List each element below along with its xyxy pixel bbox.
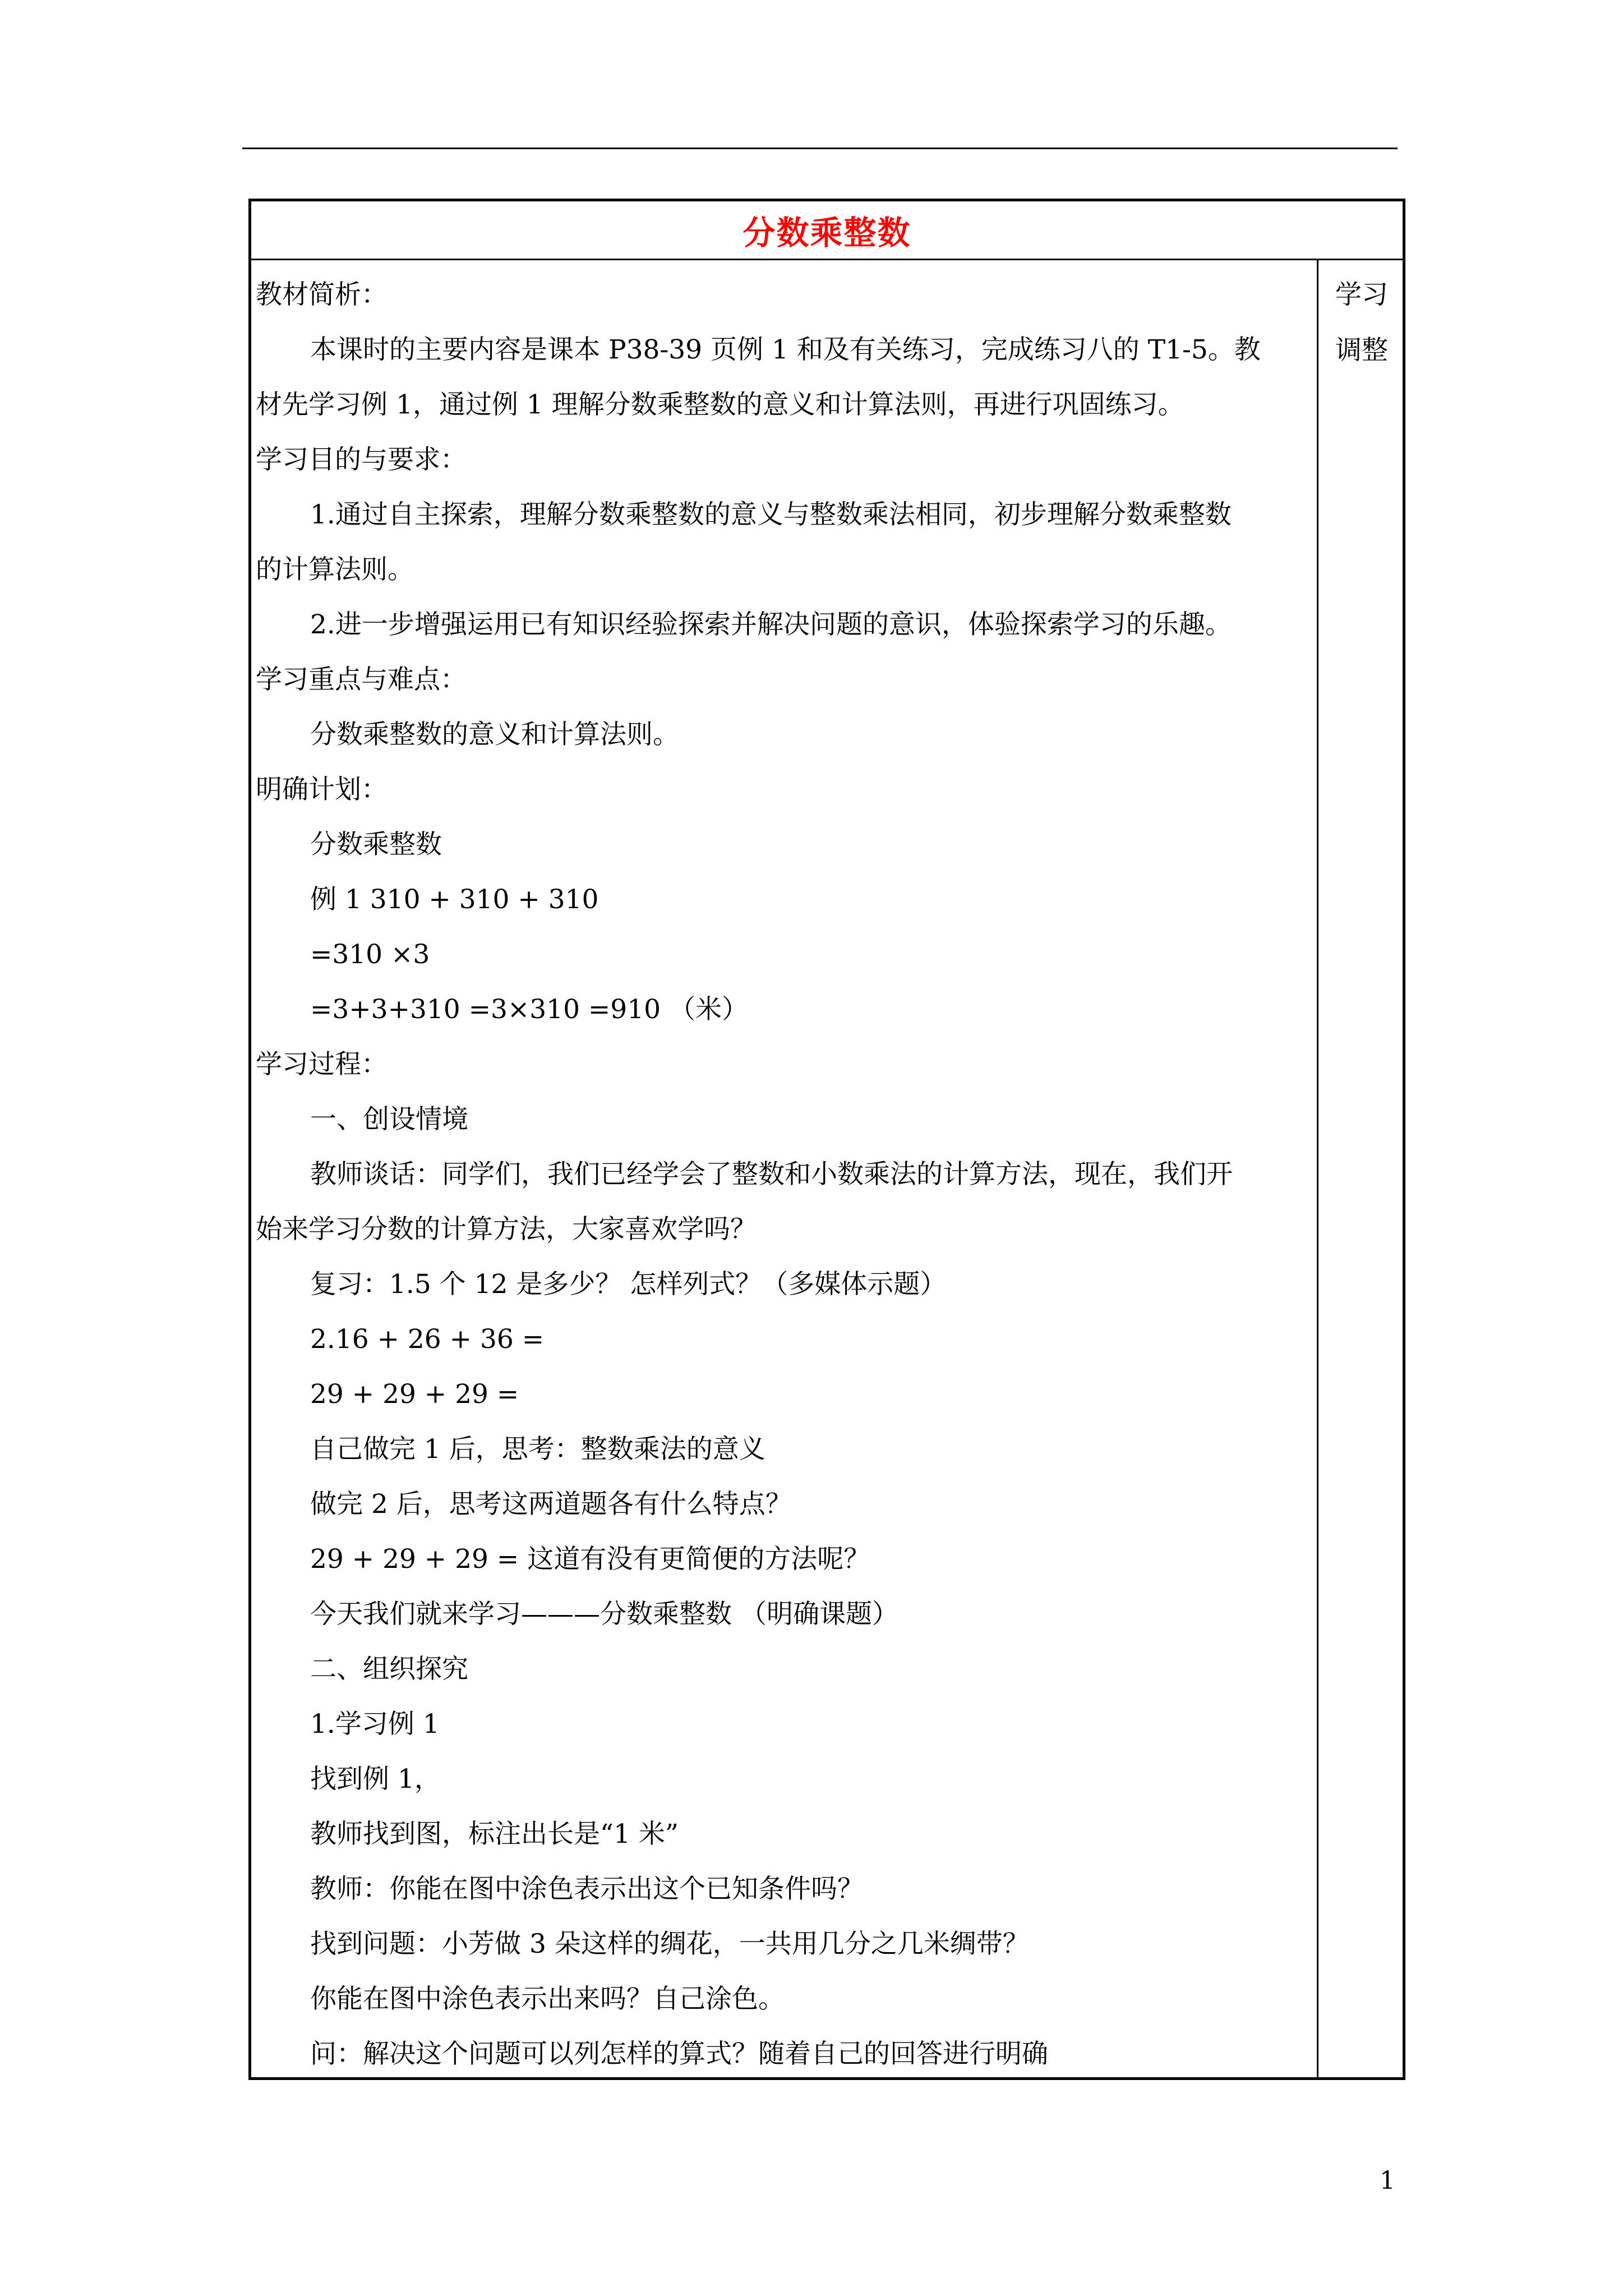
text-line: 教师谈话：同学们，我们已经学会了整数和小数乘法的计算方法，现在，我们开 (310, 1159, 1233, 1190)
page-title: 分数乘整数 (743, 214, 911, 252)
text-line: 2.16 + 26 + 36 = (310, 1324, 545, 1355)
header-rule (242, 148, 1398, 149)
title-row (251, 201, 1403, 260)
text-line: 明确计划： (256, 774, 388, 805)
text-line: 1.通过自主探索，理解分数乘整数的意义与整数乘法相同，初步理解分数乘整数 (310, 499, 1232, 530)
text-line: 你能在图中涂色表示出来吗？自己涂色。 (310, 1984, 785, 2014)
page-number: 1 (1380, 2166, 1395, 2195)
text-line: 教师：你能在图中涂色表示出这个已知条件吗？ (310, 1874, 864, 1904)
text-line: 学习目的与要求： (256, 444, 467, 475)
text-line: 复习：1.5 个 12 是多少？ 怎样列式？（多媒体示题） (310, 1269, 947, 1300)
lesson-table (248, 199, 1405, 2080)
text-line: =3+3+310 =3×310 =910 （米） (310, 994, 748, 1025)
text-line: =310 ×3 (310, 939, 430, 970)
text-line: 一、创设情境 (310, 1104, 468, 1135)
side-cell (1318, 260, 1403, 2077)
text-line: 找到问题：小芳做 3 朵这样的绸花，一共用几分之几米绸带？ (310, 1929, 1029, 1959)
side-label-2: 调整 (1335, 335, 1388, 366)
text-line: 分数乘整数的意义和计算法则。 (310, 719, 679, 750)
text-line: 例 1 310 + 310 + 310 (310, 884, 599, 915)
text-line: 做完 2 后，思考这两道题各有什么特点？ (310, 1489, 792, 1520)
text-line: 本课时的主要内容是课本 P38-39 页例 1 和及有关练习，完成练习八的 T1-5。教 (310, 334, 1261, 365)
text-line: 材先学习例 1，通过例 1 理解分数乘整数的意义和计算法则，再进行巩固练习。 (256, 389, 1184, 420)
content-cell (251, 260, 1318, 2077)
text-line: 29 + 29 + 29 = 这道有没有更简便的方法呢？ (310, 1544, 870, 1575)
text-line: 的计算法则。 (256, 554, 414, 585)
text-line: 找到例 1， (310, 1764, 441, 1795)
text-line: 今天我们就来学习———分数乘整数 （明确课题） (310, 1599, 898, 1630)
text-line: 1.学习例 1 (310, 1709, 440, 1740)
text-line: 分数乘整数 (310, 829, 442, 860)
side-label-1: 学习 (1335, 279, 1388, 310)
text-line: 问：解决这个问题可以列怎样的算式？随着自己的回答进行明确 (310, 2039, 1048, 2069)
text-line: 自己做完 1 后，思考：整数乘法的意义 (310, 1434, 766, 1465)
text-line: 教材简析： (256, 279, 388, 310)
text-line: 教师找到图，标注出长是“1 米” (310, 1819, 679, 1849)
text-line: 二、组织探究 (310, 1654, 468, 1685)
text-line: 始来学习分数的计算方法，大家喜欢学吗？ (256, 1214, 757, 1245)
text-line: 学习重点与难点： (256, 664, 467, 695)
text-line: 学习过程： (256, 1049, 388, 1080)
text-line: 2.进一步增强运用已有知识经验探索并解决问题的意识，体验探索学习的乐趣。 (310, 609, 1232, 640)
text-line: 29 + 29 + 29 = (310, 1379, 519, 1410)
